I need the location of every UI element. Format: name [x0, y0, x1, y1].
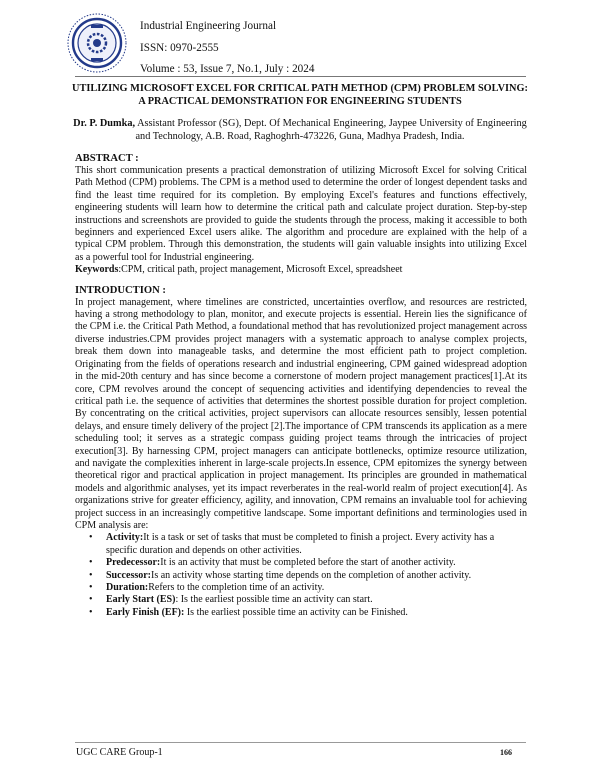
- definition-text: It is a task or set of tasks that must be completed to finish a project. Every activity has a specific duration and depends on other activities.: [106, 532, 495, 556]
- footer-divider: [75, 742, 526, 743]
- journal-volume: Volume : 53, Issue 7, No.1, July : 2024: [140, 63, 315, 75]
- definition-term: Predecessor:: [106, 557, 161, 569]
- keywords-text: :CPM, critical path, project management, Microsoft Excel, spreadsheet: [118, 264, 403, 276]
- journal-name: Industrial Engineering Journal: [140, 20, 277, 32]
- author-line: [70, 117, 530, 143]
- definition-text: Refers to the completion time of an activity.: [148, 582, 325, 593]
- journal-logo-icon: [66, 12, 128, 74]
- bullet-icon: •: [89, 594, 93, 606]
- definition-item: [75, 557, 527, 569]
- journal-issn: ISSN: 0970-2555: [140, 42, 219, 54]
- author-name: Dr. P. Dumka,: [73, 118, 136, 129]
- paper-title: UTILIZING MICROSOFT EXCEL FOR CRITICAL PATH METHOD (CPM) PROBLEM SOLVING: A PRACTICAL DEMONSTRATION FOR ENGINEERING STUDENTS: [72, 83, 528, 107]
- definition-list: [75, 532, 527, 619]
- definition-item: [75, 594, 527, 606]
- paper-body: [75, 152, 527, 619]
- abstract-heading: ABSTRACT :: [75, 153, 139, 164]
- author-affiliation: Assistant Professor (SG), Dept. Of Mechanical Engineering, Jaypee University of Engineering and Technology, A.B. Road, Raghoghrh-473226, Guna, Madhya Pradesh, India.: [135, 118, 527, 142]
- definition-text: : Is the earliest possible time an activity can start.: [175, 594, 373, 606]
- definition-text: Is the earliest possible time an activity can be Finished.: [184, 606, 408, 618]
- keywords-label: Keywords: [75, 264, 119, 276]
- bullet-icon: •: [89, 569, 93, 581]
- definition-text: It is an activity that must be completed before the start of another activity.: [160, 557, 456, 569]
- definition-term: Early Finish (EF):: [106, 606, 185, 618]
- definition-item: [75, 532, 527, 557]
- definition-term: Early Start (ES): [106, 594, 176, 606]
- introduction-text: In project management, where timelines are constricted, uncertainties overflow, and resources are restricted, having a strong methodology to plan, monitor, and execute projects is essential. Herein lies the significance of the CPM i.e. the Critical Path Method, a foundational method that has revolutionized project management across diverse industries.CPM provides project managers with a systematic approach to analyse complex projects, break them down into manageable tasks, and determine the most efficient path to project completion. Originating from the fields of operations research and industrial engineering, CPM gained widespread adoption in the mid-20th century and has since become a cornerstone of modern project management practices[1].At its core, CPM revolves around the concept of sequencing activities and identifying dependencies to reveal the critical path i.e. the sequence of activities that determines the shortest possible duration for project completion. By concentrating on the critical activities, project supervisors can allocate resources sensibly, lessen potential delays, and ensure timely delivery of the project [2].The importance of CPM transcends its application as a mere scheduling tool; it serves as a strategic compass guiding project teams through the intricacies of project execution[3]. By harnessing CPM, project managers can anticipate bottlenecks, optimize resource utilization, and navigate the complexities inherent in large-scale projects.In essence, CPM epitomizes the synergy between theoretical rigor and practical application in project management. Its principles are grounded in mathematical models and algorithmic analyses, yet its impact reverberates in the real-world realm of project execution[4]. As organizations strive for greater efficiency, agility, and innovation, CPM remains an invaluable tool for achieving project success in an increasingly competitive landscape. Some important definitions and terminologies used in CPM analysis are:: [75, 296, 527, 531]
- bullet-icon: •: [89, 606, 93, 618]
- definition-term: Successor:: [106, 569, 151, 581]
- header-divider: [75, 76, 526, 77]
- introduction-heading: INTRODUCTION :: [75, 284, 166, 296]
- definition-item: [75, 607, 527, 619]
- definition-item: [75, 582, 527, 594]
- bullet-icon: •: [89, 582, 93, 593]
- bullet-icon: •: [89, 532, 93, 544]
- footer-label: UGC CARE Group-1: [76, 747, 163, 758]
- definition-item: [75, 570, 527, 582]
- abstract-text: This short communication presents a practical demonstration of utilizing Microsoft Excel for solving Critical Path Method (CPM) problems. The CPM is a method used to determine the order of longest dependent tasks and find the least time required for its completion. By employing Excel's features and functions effectively, engineering students will learn how to determine the critical path and calculate project duration. Step-by-step instructions and screenshots are provided to guide the students through the process, making it accessible to both beginners and experienced Excel users alike. The algorithm and procedure are explained with the help of a typical CPM problem. Through this demonstration, the students will gain valuable insights into utilizing Excel as a powerful tool for Industrial engineering.: [75, 165, 527, 263]
- definition-term: Duration:: [106, 582, 149, 593]
- page-number: 166: [500, 748, 512, 757]
- bullet-icon: •: [89, 557, 93, 569]
- definition-text: Is an activity whose starting time depends on the completion of another activity.: [151, 569, 472, 581]
- keywords-line: [75, 264, 527, 276]
- definition-term: Activity:: [106, 532, 144, 544]
